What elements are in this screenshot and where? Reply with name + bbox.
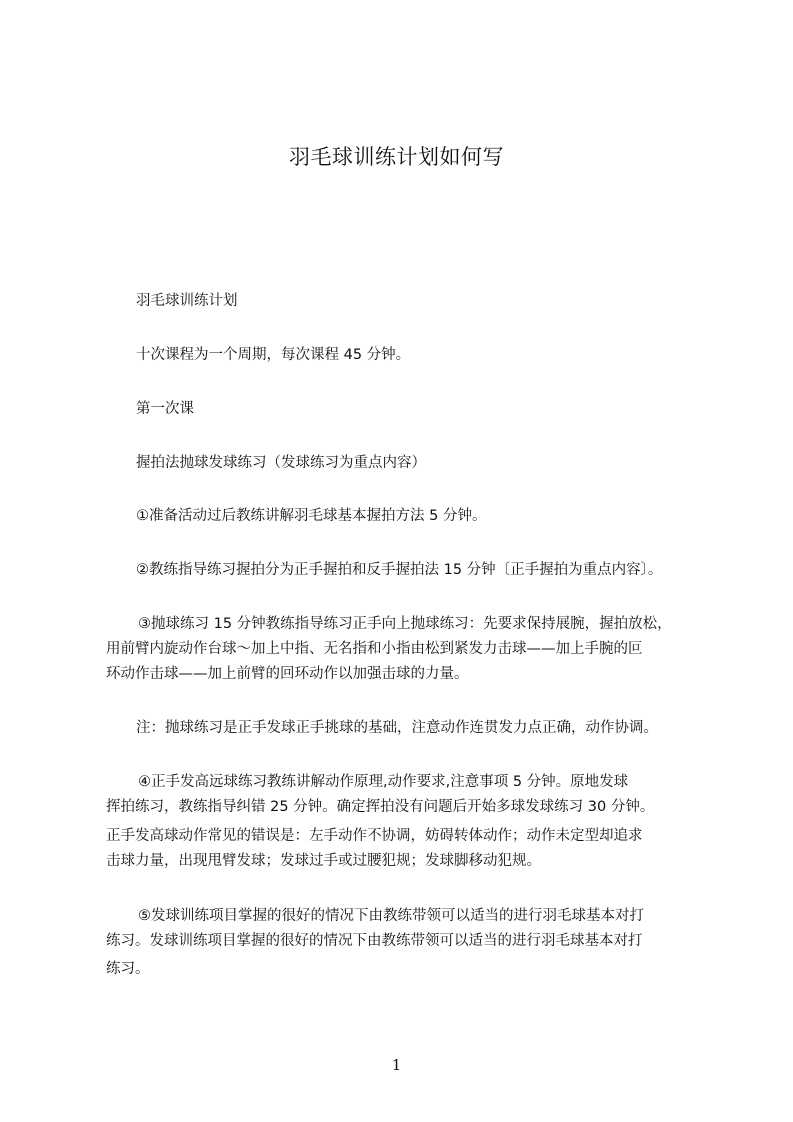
paragraph-step-4-line-3: 正手发高球动作常见的错误是：左手动作不协调，妨碍转体动作；动作未定型却追求	[106, 828, 643, 844]
paragraph-note: 注：抛球练习是正手发球正手挑球的基础，注意动作连贯发力点正确，动作协调。	[136, 720, 658, 736]
document-title: 羽毛球训练计划如何写	[289, 145, 504, 169]
paragraph-lesson-topic: 握拍法抛球发球练习（发球练习为重点内容）	[136, 455, 426, 471]
paragraph-step-4-line-2: 挥拍练习，教练指导纠错 25 分钟。确定挥拍没有问题后开始多球发球练习 30 分钟。	[106, 799, 655, 815]
paragraph-step-2: ②教练指导练习握拍分为正手握拍和反手握拍法 15 分钟〔正手握拍为重点内容〕。	[136, 562, 663, 578]
paragraph-step-5-line-3: 练习。	[106, 961, 150, 977]
paragraph-plan-heading: 羽毛球训练计划	[136, 293, 238, 309]
paragraph-step-4-line-4: 击球力量，出现甩臂发球；发球过手或过腰犯规；发球脚移动犯规。	[106, 853, 541, 869]
paragraph-step-5-line-1: ⑤发球训练项目掌握的很好的情况下由教练带领可以适当的进行羽毛球基本对打	[138, 908, 644, 924]
page-number: 1	[391, 1056, 402, 1074]
paragraph-step-3-line-2: 用前臂内旋动作台球～加上中指、无名指和小指由松到紧发力击球——加上手腕的叵	[106, 641, 643, 657]
paragraph-step-3-line-1: ③抛球练习 15 分钟教练指导练习正手向上抛球练习：先要求保持展腕，握拍放松，	[138, 616, 672, 632]
paragraph-first-lesson: 第一次课	[136, 401, 194, 417]
paragraph-step-5-line-2: 练习。发球训练项目掌握的很好的情况下由教练带领可以适当的进行羽毛球基本对打	[106, 933, 643, 949]
paragraph-step-1: ①准备活动过后教练讲解羽毛球基本握拍方法 5 分钟。	[136, 508, 487, 524]
paragraph-step-3-line-3: 环动作击球——加上前臂的回环动作以加强击球的力量。	[106, 666, 469, 682]
paragraph-step-4-line-1: ④正手发高远球练习教练讲解动作原理,动作要求,注意事项 5 分钟。原地发球	[138, 774, 629, 790]
paragraph-course-cycle: 十次课程为一个周期，每次课程 45 分钟。	[136, 347, 411, 363]
